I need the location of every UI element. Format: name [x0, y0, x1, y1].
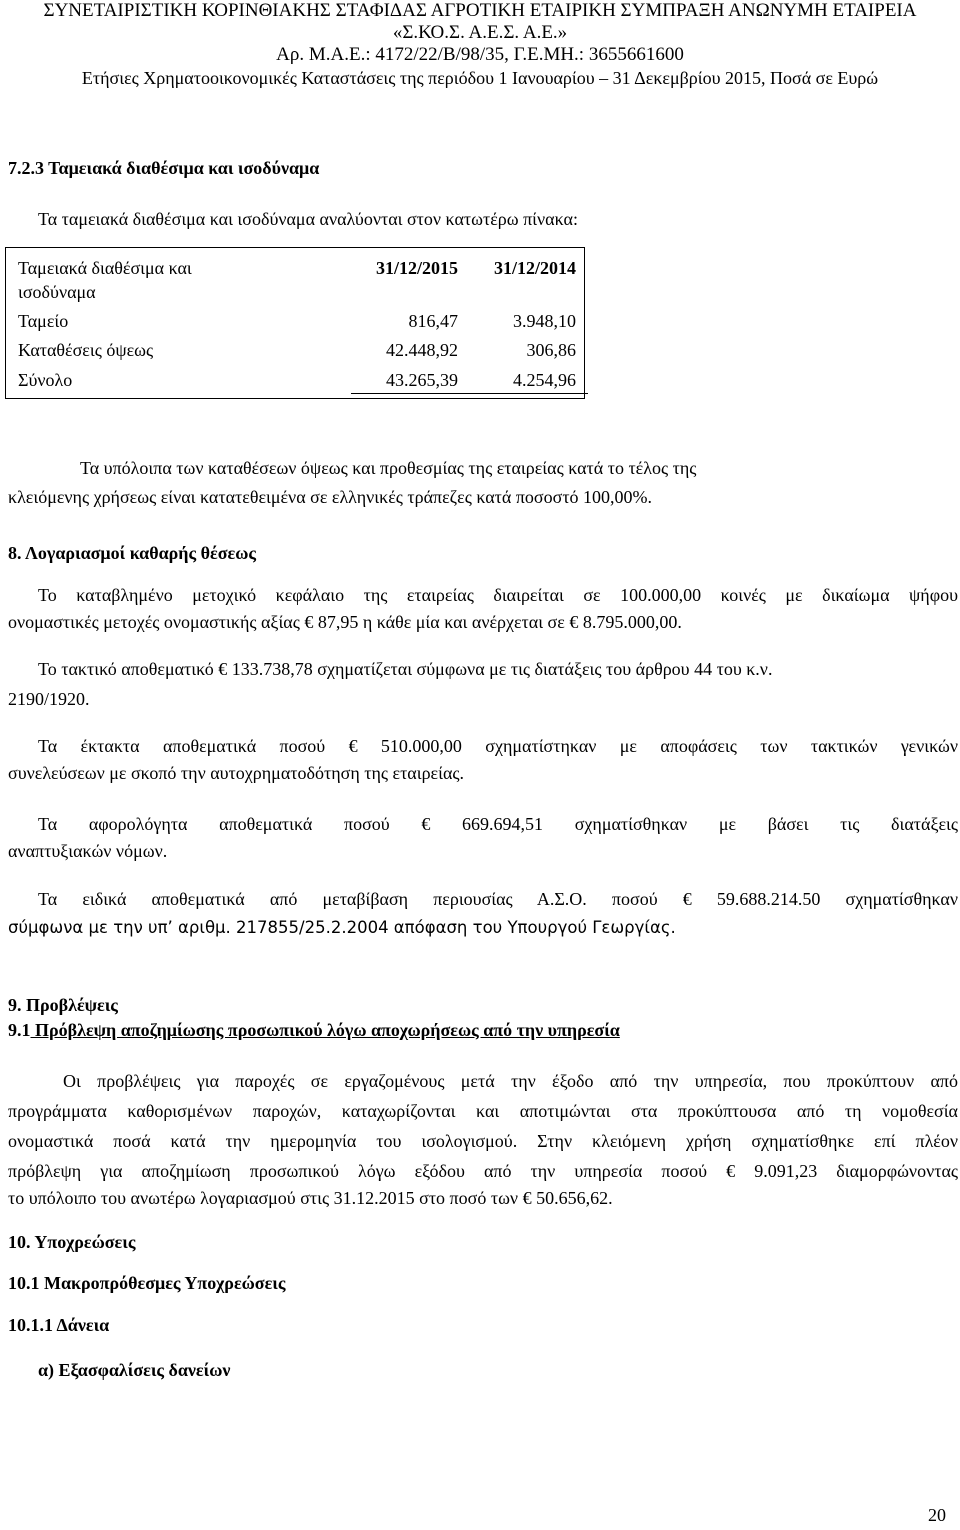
section-8-title: 8. Λογαριασμοί καθαρής θέσεως	[8, 543, 256, 563]
section-10-1-1-title: 10.1.1 Δάνεια	[8, 1315, 110, 1335]
table-header-label-line2: ισοδύναμα	[18, 282, 96, 302]
table-row-label: Καταθέσεις όψεως	[18, 340, 154, 360]
taxfree-reserves-line1: Τα αφορολόγητα αποθεματικά ποσού € 669.694,51 σχηματίσθηκαν με βάσει τις διατάξεις	[38, 814, 958, 834]
deposits-note-line2: κλειόμενης χρήσεως είναι κατατεθειμένα σε ελληνικές τράπεζες κατά ποσοστό 100,00%.	[8, 487, 653, 507]
deposits-note-line1: Τα υπόλοιπα των καταθέσεων όψεως και προθεσμίας της εταιρείας κατά το τέλος της	[80, 458, 697, 478]
provisions-line2: προγράμματα καθορισμένων παροχών, καταχωρίζονται και αποτιμώνται στα προκύπτουσα από τη νομοθεσία	[8, 1101, 958, 1121]
share-capital-line1: Το καταβλημένο μετοχικό κεφάλαιο της εταιρείας διαιρείται σε 100.000,00 κοινές με δικαίωμα ψήφου	[38, 585, 958, 605]
table-header-2014: 31/12/2014	[493, 258, 576, 278]
table-header-label-line1: Ταμειακά διαθέσιμα και	[18, 258, 192, 278]
extraordinary-reserves-line2: συνελεύσεων με σκοπό την αυτοχρηματοδότηση της εταιρείας.	[8, 763, 465, 783]
company-abbreviation: «Σ.ΚΟ.Σ. Α.Ε.Σ. Α.Ε.»	[392, 22, 568, 43]
table-row-label: Ταμείο	[18, 311, 69, 331]
section-9-1-text: Πρόβλεψη αποζημίωσης προσωπικού λόγω αποχωρήσεως από την υπηρεσία	[30, 1020, 620, 1040]
section-10-title: 10. Υποχρεώσεις	[8, 1232, 136, 1252]
section-7-2-3-intro: Τα ταμειακά διαθέσιμα και ισοδύναμα αναλύονται στον κατωτέρω πίνακα:	[38, 209, 578, 229]
table-row-value-2015: 816,47	[408, 311, 458, 331]
table-row-value-2015: 42.448,92	[386, 340, 458, 360]
share-capital-line2: ονομαστικές μετοχές ονομαστικής αξίας € 87,95 η κάθε μία και ανέρχεται σε € 8.795.000,00.	[8, 612, 682, 632]
section-9-title: 9. Προβλέψεις	[8, 995, 118, 1015]
section-7-2-3-title: 7.2.3 Ταμειακά διαθέσιμα και ισοδύναμα	[8, 158, 320, 178]
table-row-value-2014: 3.948,10	[513, 311, 576, 331]
report-period: Ετήσιες Χρηματοοικονομικές Καταστάσεις της περιόδου 1 Ιανουαρίου – 31 Δεκεμβρίου 2015, Ποσά σε Ευρώ	[81, 68, 879, 88]
table-total-2014: 4.254,96	[513, 370, 576, 390]
table-total-2015: 43.265,39	[386, 370, 458, 390]
legal-reserve-line2: 2190/1920.	[8, 689, 90, 709]
special-reserves-line2: σύμφωνα με την υπ’ αριθμ. 217855/25.2.2004 απόφαση του Υπουργού Γεωργίας.	[8, 918, 676, 937]
extraordinary-reserves-line1: Τα έκτακτα αποθεματικά ποσού € 510.000,00 σχηματίστηκαν με αποφάσεις των τακτικών γενικών	[38, 736, 958, 756]
provisions-line5: το υπόλοιπο του ανωτέρω λογαριασμού στις 31.12.2015 στο ποσό των € 50.656,62.	[8, 1188, 613, 1208]
total-underline	[351, 393, 588, 394]
registration-numbers: Αρ. Μ.Α.Ε.: 4172/22/Β/98/35, Γ.Ε.ΜΗ.: 3655661600	[276, 44, 684, 65]
cash-equivalents-table	[5, 247, 585, 399]
table-total-label: Σύνολο	[18, 370, 73, 390]
special-reserves-line1: Τα ειδικά αποθεματικά από μεταβίβαση περιουσίας Α.Σ.Ο. ποσού € 59.688.214.50 σχηματίσθηκαν	[38, 889, 958, 909]
legal-reserve-line1: Το τακτικό αποθεματικό € 133.738,78 σχηματίζεται σύμφωνα με τις διατάξεις του άρθρου 44 του κ.ν.	[38, 659, 773, 679]
table-row-value-2014: 306,86	[526, 340, 576, 360]
section-9-1-number: 9.1	[8, 1020, 31, 1040]
section-10-1-title: 10.1 Μακροπρόθεσμες Υποχρεώσεις	[8, 1273, 286, 1293]
company-name: ΣΥΝΕΤΑΙΡΙΣΤΙΚΗ ΚΟΡΙΝΘΙΑΚΗΣ ΣΤΑΦΙΔΑΣ ΑΓΡΟΤΙΚΗ ΕΤΑΙΡΙΚΗ ΣΥΜΠΡΑΞΗ ΑΝΩΝΥΜΗ ΕΤΑΙΡΕΙΑ	[43, 0, 917, 21]
provisions-line1: Οι προβλέψεις για παροχές σε εργαζομένους μετά την έξοδο από την υπηρεσία, που προκύπτουν από	[63, 1071, 958, 1091]
provisions-line4: πρόβλεψη για αποζημίωση προσωπικού λόγω εξόδου από την υπηρεσία ποσού € 9.091,23 διαμορφώνοντας	[8, 1161, 958, 1181]
table-header-2015: 31/12/2015	[375, 258, 458, 278]
taxfree-reserves-line2: αναπτυξιακών νόμων.	[8, 841, 168, 861]
page-number: 20	[928, 1505, 946, 1525]
section-9-1-title	[8, 1018, 620, 1042]
provisions-line3: ονομαστικά ποσά κατά την ημερομηνία του ισολογισμού. Στην κλειόμενη χρήση σχηματίσθηκε επί πλέον	[8, 1131, 958, 1151]
loan-guarantees-title: α) Εξασφαλίσεις δανείων	[38, 1360, 231, 1380]
